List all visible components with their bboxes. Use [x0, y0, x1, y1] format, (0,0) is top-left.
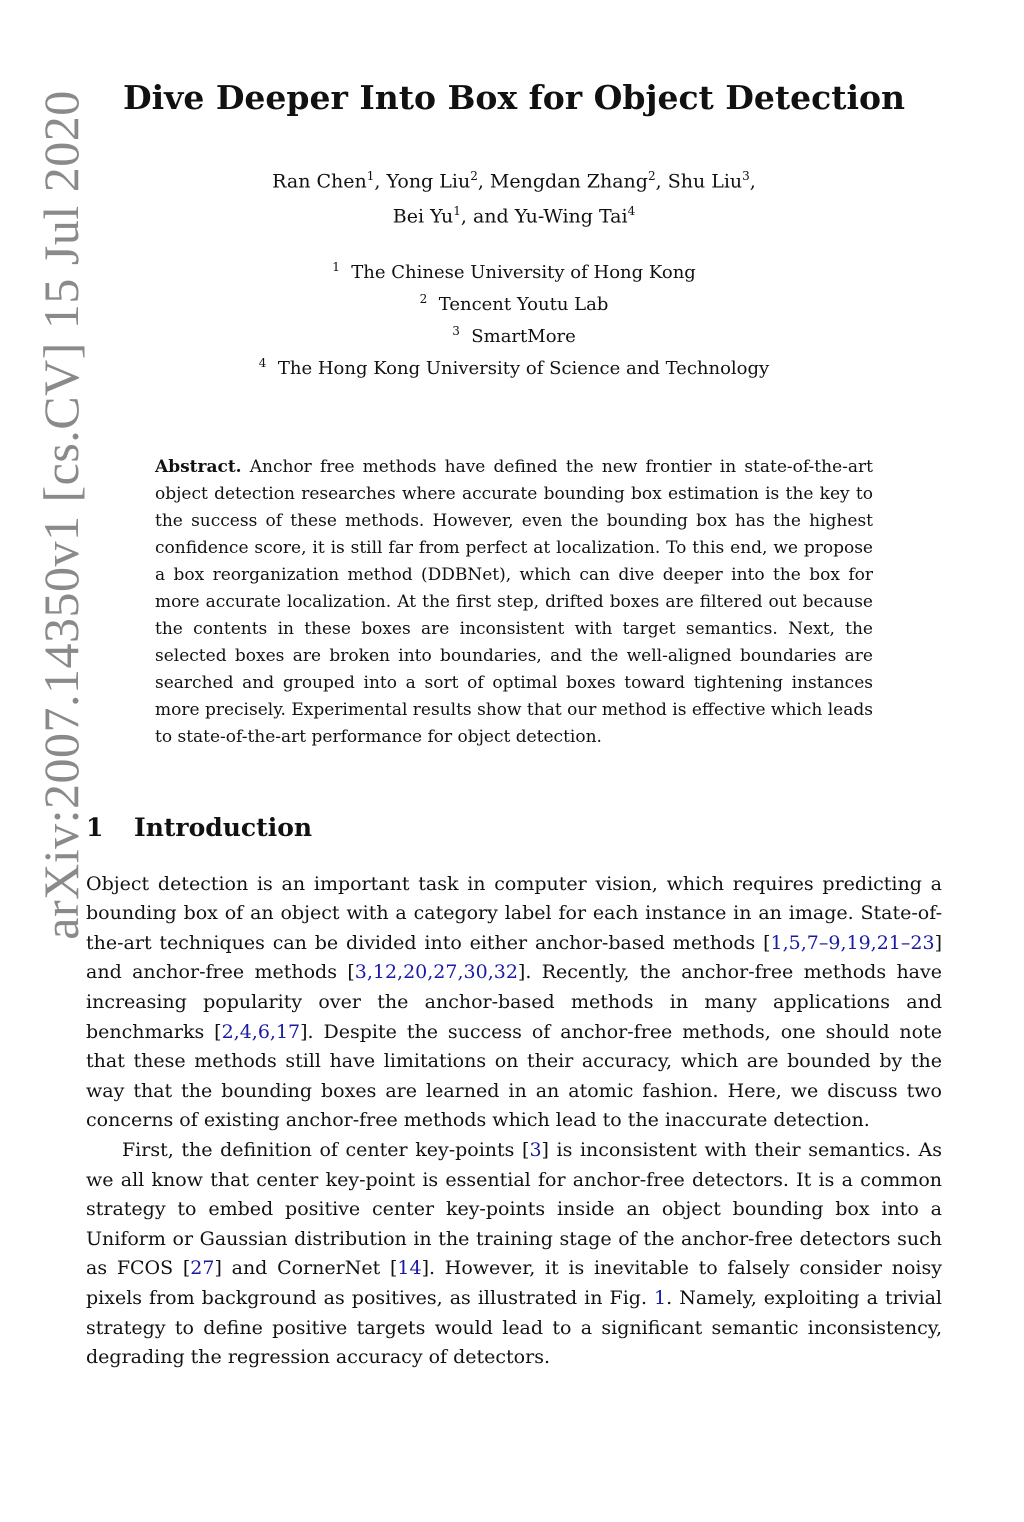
paper-page: [86, 70, 942, 1373]
abstract-text: Anchor free methods have defined the new frontier in state-of-the-art object detection researches where accurate bounding box estimation is the key to the success of these methods. However, even the bounding box has the highest confidence score, it is still far from perfect at localization. To this end, we propose a box reorganization method (DDBNet), which can dive deeper into the box for more accurate localization. At the first step, drifted boxes are filtered out because the contents in these boxes are inconsistent with target semantics. Next, the selected boxes are broken into boundaries, and the well-aligned boundaries are searched and grouped into a sort of optimal boxes toward tightening instances more precisely. Experimental results show that our method is effective which leads to state-of-the-art performance for object detection.: [155, 456, 873, 747]
affiliation: $^1$ The Chinese University of Hong Kong: [332, 259, 696, 283]
author-name: Yu-Wing Tai: [514, 205, 628, 228]
affiliation: $^2$ Tencent Youtu Lab: [419, 291, 609, 315]
affiliation: $^4$ The Hong Kong University of Science and Technology: [258, 355, 770, 379]
citation-link[interactable]: 2,4,6,17: [221, 1020, 301, 1043]
figure-link[interactable]: 1: [654, 1286, 667, 1309]
author-name: Yong Liu: [386, 170, 471, 193]
author-affiliation-mark: 2: [470, 169, 478, 183]
section-title: Introduction: [134, 812, 313, 842]
author-affiliation-mark: 1: [453, 204, 461, 219]
author-affiliation-mark: 1: [366, 169, 375, 183]
author-affiliation-mark: 3: [742, 169, 750, 183]
citation-link[interactable]: 14: [397, 1257, 422, 1280]
affiliation: $^3$ SmartMore: [452, 323, 576, 347]
citation-link[interactable]: 1,5,7–9,19,21–23: [770, 931, 935, 954]
citation-link[interactable]: 3,12,20,27,30,32: [354, 961, 518, 984]
author-affiliation-mark: 2: [647, 169, 656, 183]
abstract-label: Abstract.: [155, 456, 242, 477]
author-affiliation-mark: 4: [627, 204, 636, 219]
author-name: Mengdan Zhang: [489, 170, 648, 193]
intro-paragraph-2: First, the definition of center key-points [3] is inconsistent with their semantics. As we all know that center key-point is essential for anchor-free detectors. It is a common strategy to embed positive center key-points inside an object bounding box into a Uniform or Gaussian distribution in the training stage of the anchor-free detectors such as FCOS [27] and CornerNet [14]. However, it is inevitable to falsely consider noisy pixels from background as positives, as illustrated in Fig. 1. Namely, exploiting a trivial strategy to define positive targets would lead to a significant semantic inconsistency, degrading the regression accuracy of detectors.: [86, 1139, 943, 1369]
citation-link[interactable]: 27: [190, 1257, 215, 1280]
affiliation-list: [86, 254, 942, 382]
author-name: Bei Yu: [392, 205, 454, 228]
author-list: Ran Chen$^1$, Yong Liu$^2$, Mengdan Zhang$^2$, Shu Liu$^3$, Bei Yu$^1$, and Yu-Wing Tai$^4$: [272, 169, 756, 228]
citation-link[interactable]: 3: [529, 1139, 542, 1161]
author-name: Ran Chen: [272, 170, 367, 193]
paper-title: Dive Deeper Into Box for Object Detection: [123, 78, 905, 117]
intro-paragraph-1: Object detection is an important task in computer vision, which requires predicting a bounding box of an object with a category label for each instance in an image. State-of-the-art techniques can be divided into either anchor-based methods [1,5,7–9,19,21–23] and anchor-free methods [3,12,20,27,30,32]. Recently, the anchor-free methods have increasing popularity over the anchor-based methods in many applications and benchmarks [2,4,6,17]. Despite the success of anchor-free methods, one should note that these methods still have limitations on their accuracy, which are bounded by the way that the bounding boxes are learned in an atomic fashion. Here, we discuss two concerns of existing anchor-free methods which lead to the inaccurate detection.: [86, 872, 942, 1132]
author-name: Shu Liu: [667, 170, 743, 193]
arxiv-id: arXiv:2007.14350v1 [cs.CV] 15 Jul 2020: [33, 90, 89, 940]
abstract: [155, 454, 873, 751]
section-heading: [86, 813, 942, 842]
section-number: 1: [86, 812, 104, 842]
